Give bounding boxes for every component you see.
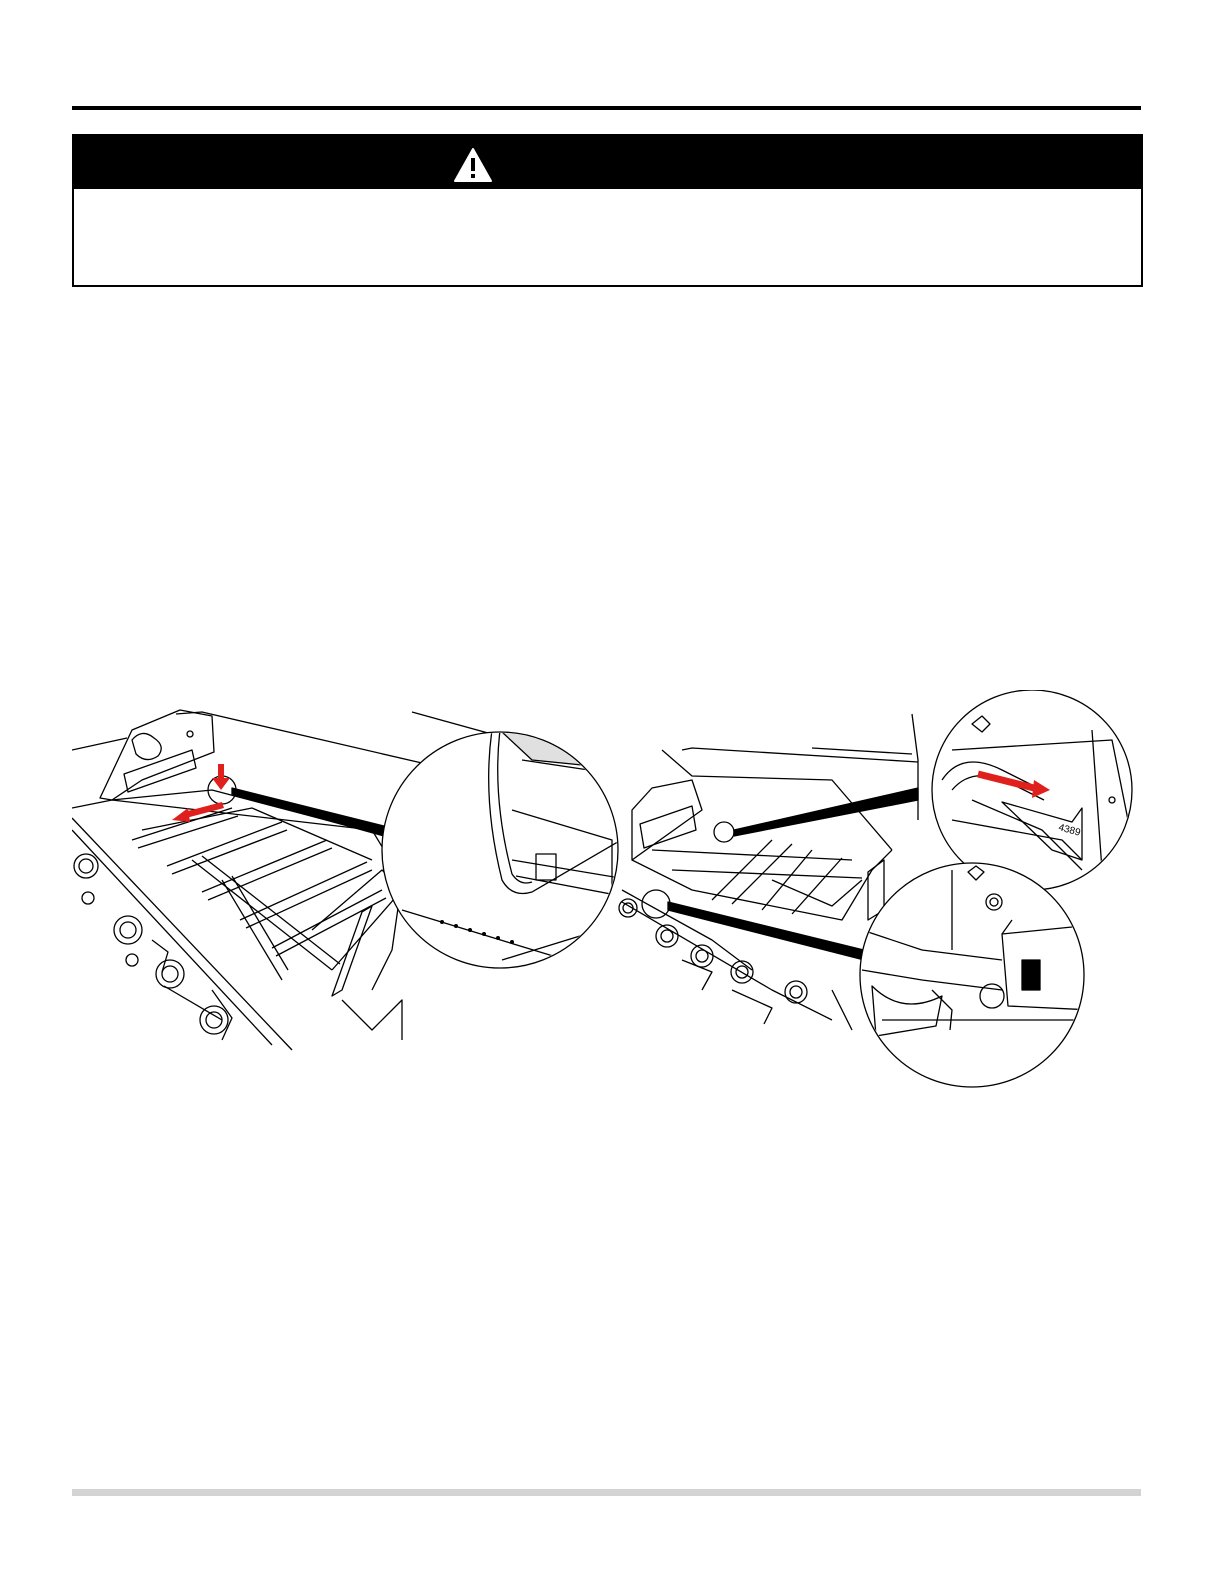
detail-label: 4389 <box>1057 822 1082 839</box>
burner-tube-detail-circle <box>382 730 652 980</box>
top-rule <box>72 106 1141 110</box>
hitch-pin-detail-circle <box>920 690 1132 890</box>
valve-detail-circle <box>860 863 1092 1087</box>
warning-header <box>74 136 1141 189</box>
footer-bar <box>72 1489 1141 1496</box>
warning-triangle-icon <box>453 147 493 183</box>
grill-burner-installation-figure <box>72 690 1152 1090</box>
warning-box <box>72 134 1143 287</box>
